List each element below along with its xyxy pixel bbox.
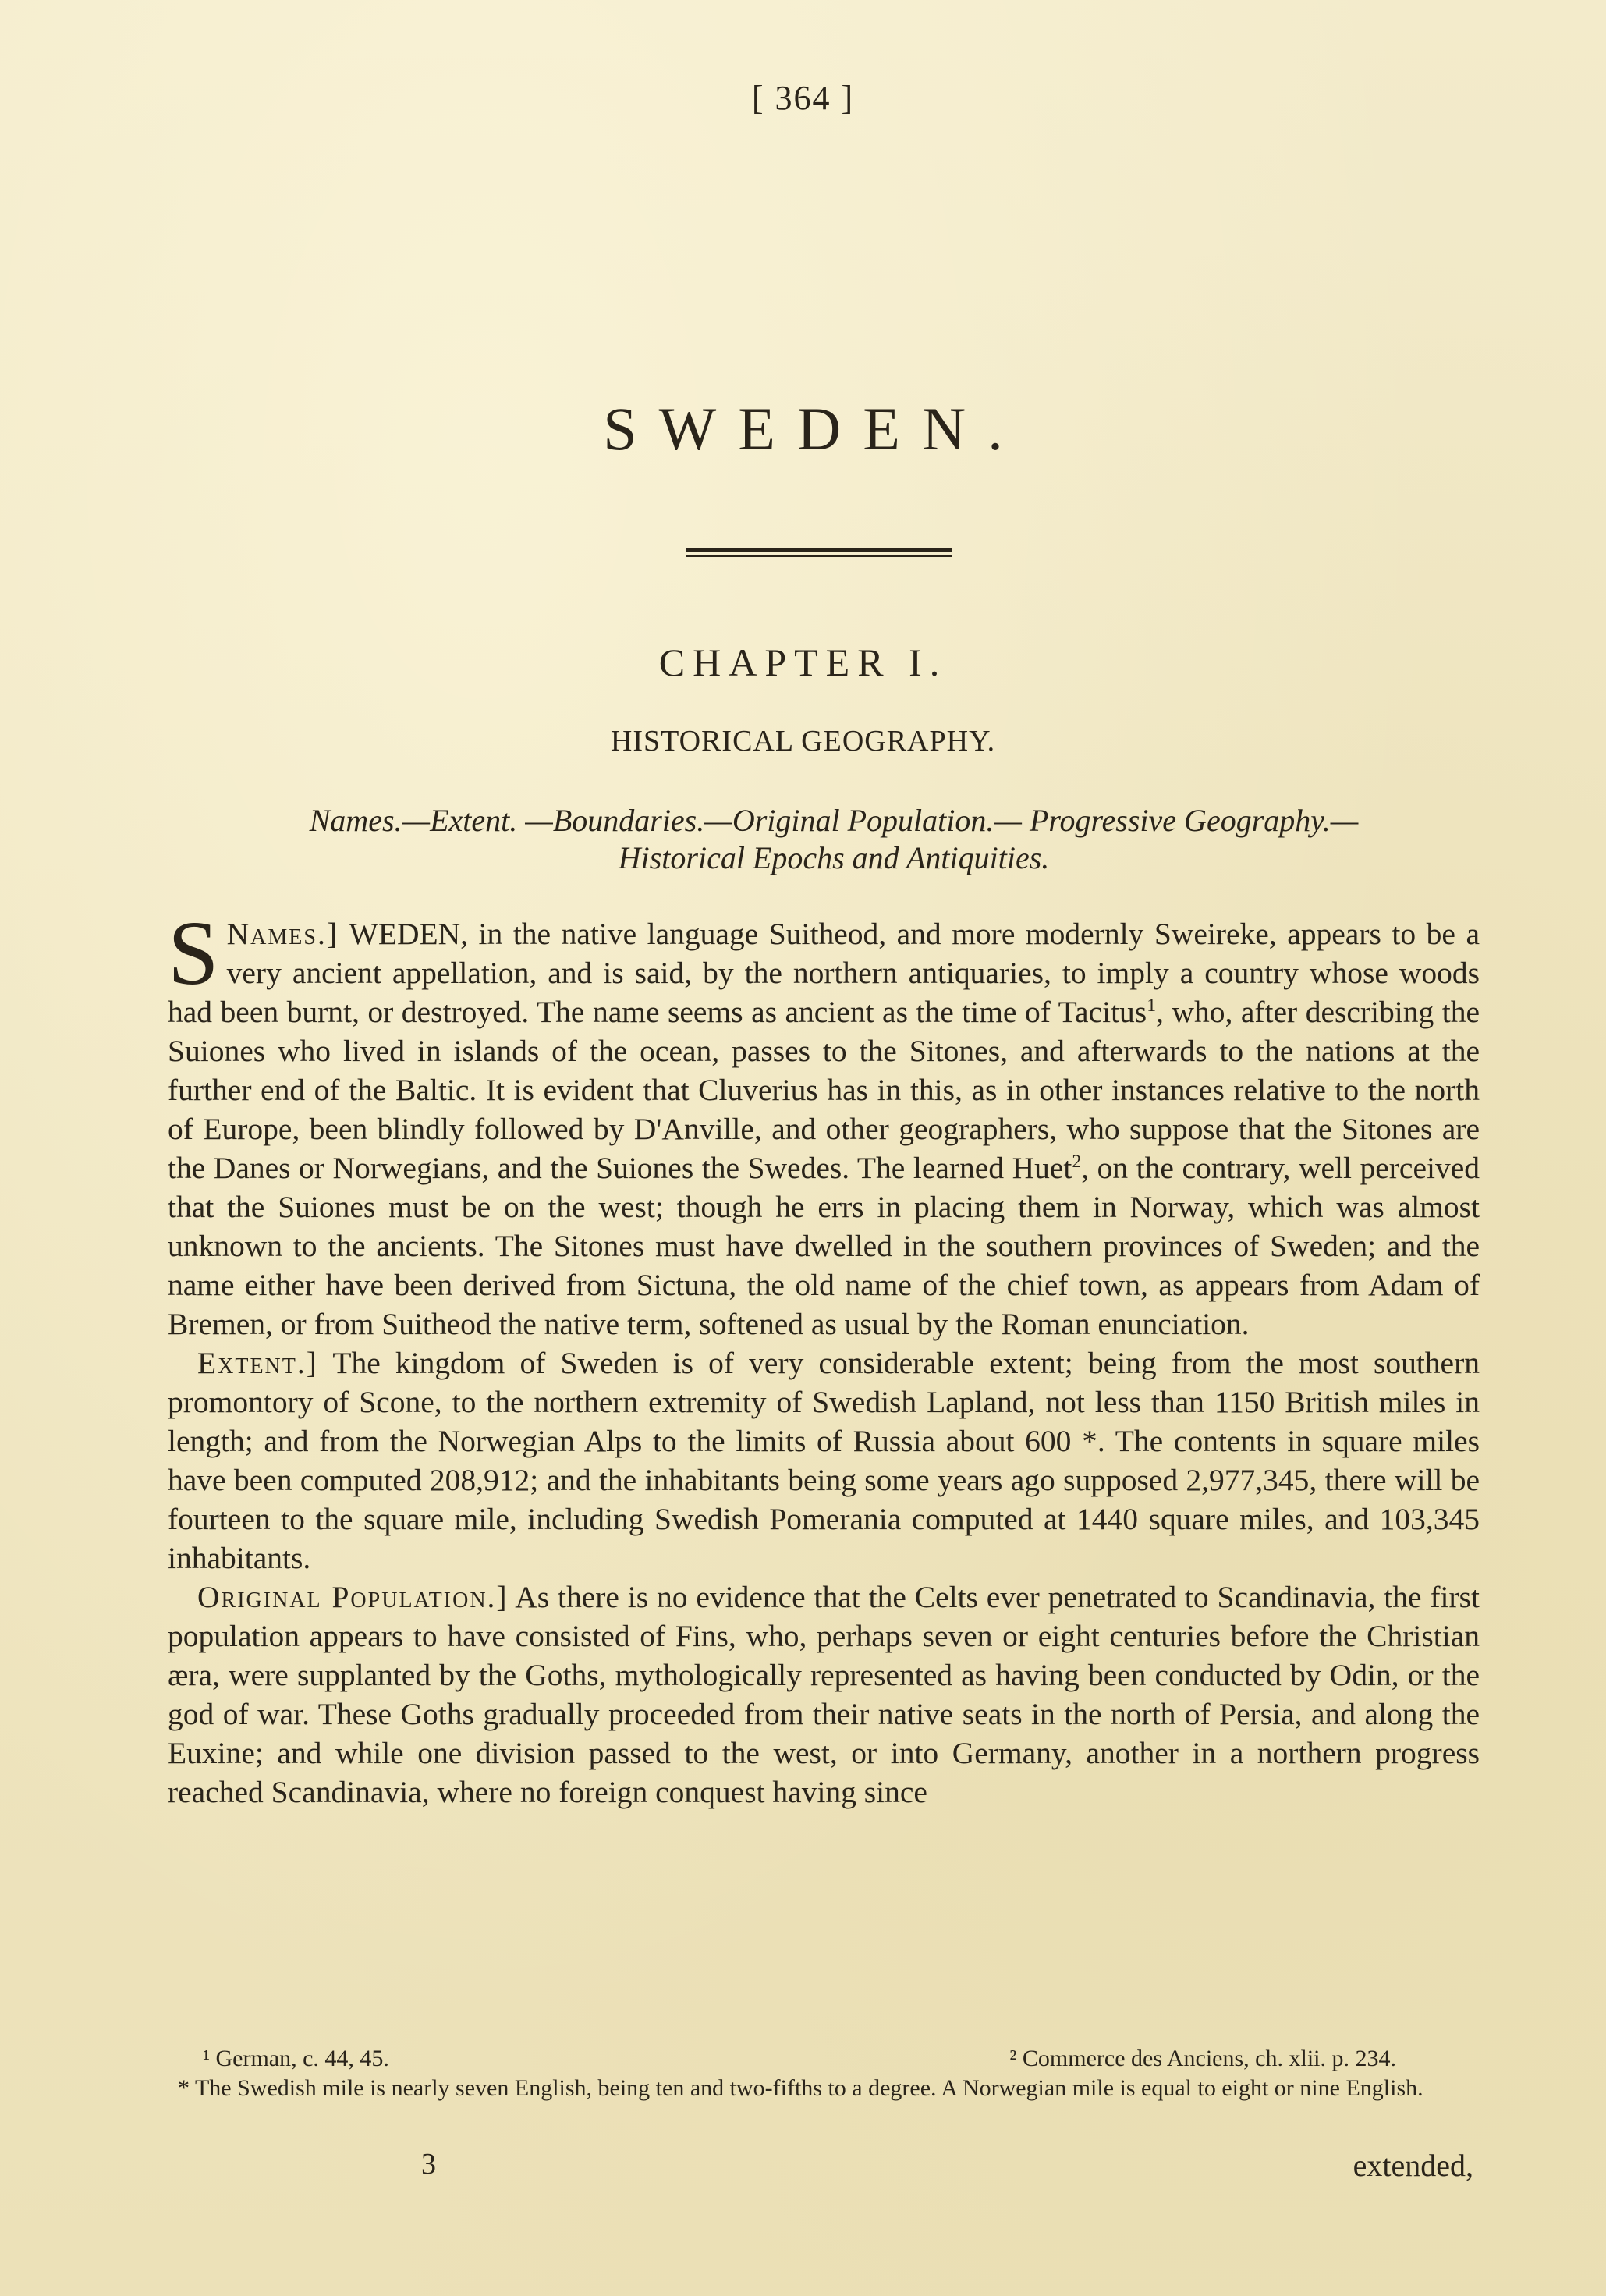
names-text-c: , on the contrary, well perceived that the Suiones must be on the west; though he errs in placing them in Norway, which was almost unknown to the ancients. The Sitones must have dwelled in the southern provinces of Sweden; and the name either have been derived from Sictuna, the old name of the chief town, as appears from Adam of Bremen, or from Suitheod the native term, softened as usual by the Roman enunciation. — [168, 1151, 1480, 1341]
chapter-subtitle: HISTORICAL GEOGRAPHY. — [610, 725, 996, 758]
rule-thin-line — [686, 555, 952, 557]
footnote-ref-2: 2 — [1072, 1151, 1082, 1172]
chapter-heading: CHAPTER I. — [658, 641, 948, 684]
rule-thick-line — [686, 548, 952, 552]
country-title: SWEDEN. — [603, 395, 1025, 463]
body-text — [168, 902, 1480, 1812]
summary-line-2: Historical Epochs and Antiquities. — [618, 840, 1050, 875]
footnote-2: ² Commerce des Anciens, ch. xlii. p. 234. — [1009, 2046, 1396, 2071]
summary-line-1: Names.—Extent. —Boundaries.—Original Population.— Progressive Geography.— — [309, 803, 1359, 838]
chapter-summary — [193, 802, 1474, 877]
footnote-row — [156, 2044, 1482, 2074]
paragraph-names — [168, 902, 1480, 1343]
footnote-1: ¹ German, c. 44, 45. — [203, 2046, 389, 2071]
paragraph-population — [168, 1577, 1480, 1812]
footnotes — [156, 2044, 1482, 2103]
footnote-asterisk: * The Swedish mile is nearly seven English, being ten and two-fifths to a degree. A Norwegian mile is equal to eight or nine English. — [178, 2075, 1423, 2101]
population-text: As there is no evidence that the Celts ever penetrated to Scandinavia, the first population appears to have consisted of Fins, who, perhaps seven or eight centuries before the Christian æra, were supplanted by the Goths, mythologically represented as having been conducted by Odin, or the god of war. These Goths gradually proceeded from their native seats in the north of Persia, and along the Euxine; and while one division passed to the west, or into Germany, another in a northern progress reached Scandinavia, where no foreign conquest having since — [168, 1580, 1480, 1809]
signature-mark: 3 — [421, 2148, 436, 2181]
page-number: [ 364 ] — [751, 79, 855, 117]
names-text-b: , who, after describing the Suiones who lived in islands of the ocean, passes to the Sitones, and afterwards to the nations at the further end of the Baltic. It is evident that Cluverius has in this, as in other instances relative to the north of Europe, been blindly followed by D'Anville, and other geographers, who suppose that the Sitones are the Danes or Norwegians, and the Suiones the Swedes. The learned Huet — [168, 995, 1480, 1185]
extent-heading: Extent.] — [197, 1346, 318, 1380]
names-text-a: WEDEN, in the native language Suitheod, and more modernly Sweireke, appears to be a very ancient appellation, and is said, by the northern antiquaries, to imply a country whose woods had been burnt, or destroyed. The name seems as ancient as the time of Tacitus — [168, 917, 1480, 1029]
drop-cap: S — [168, 902, 219, 1004]
paragraph-extent — [168, 1343, 1480, 1577]
names-heading: Names.] — [226, 917, 339, 951]
extent-text: The kingdom of Sweden is of very considerable extent; being from the most southern promontory of Scone, to the northern extremity of Swedish Lapland, not less than 1150 British miles in length; and from the Norwegian Alps to the limits of Russia about 600 *. The contents in square miles have been computed 208,912; and the inhabitants being some years ago supposed 2,977,345, there will be fourteen to the square mile, including Swedish Pomerania computed at 1440 square miles, and 103,345 inhabitants. — [168, 1346, 1480, 1575]
footnote-ref-1: 1 — [1147, 995, 1157, 1016]
population-heading: Original Population.] — [197, 1580, 509, 1614]
catchword: extended, — [1353, 2148, 1473, 2183]
decorative-rule — [686, 548, 952, 559]
